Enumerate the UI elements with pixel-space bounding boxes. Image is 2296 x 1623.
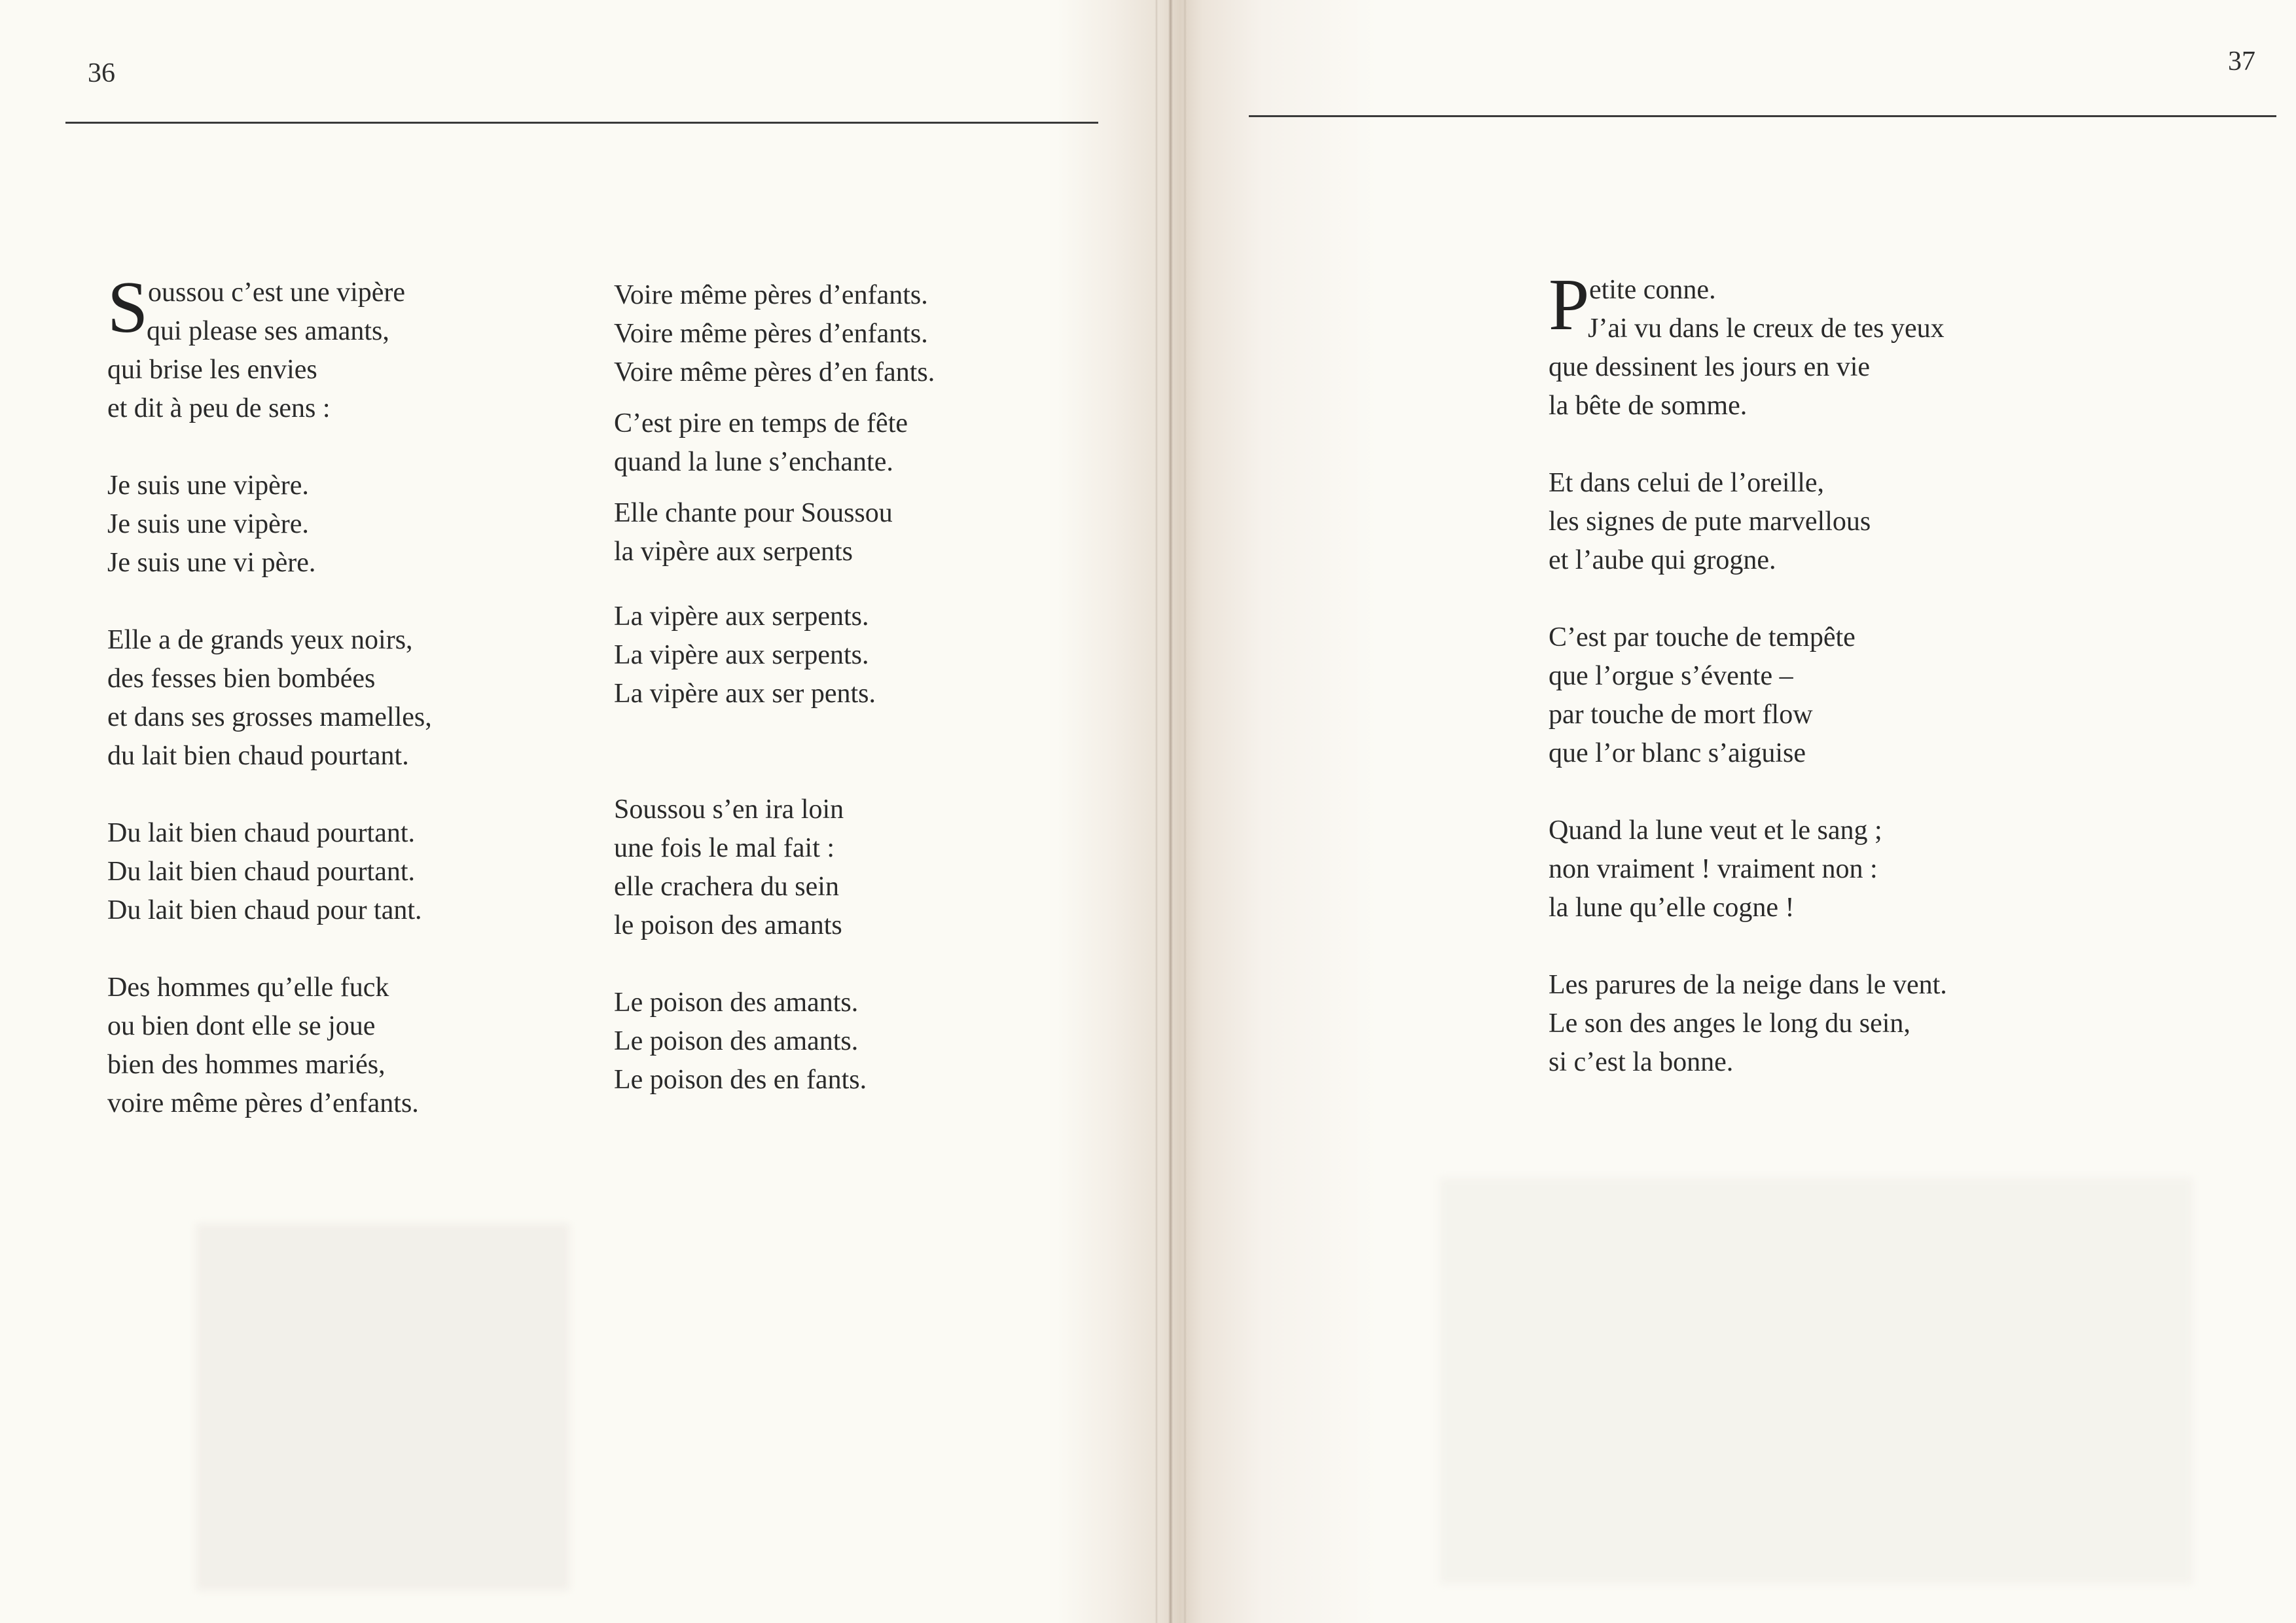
verse-line: Elle chante pour Soussou [614, 498, 893, 528]
stanza [614, 276, 935, 392]
drop-cap: P [1549, 264, 1590, 346]
verse-line: C’est pire en temps de fête [614, 408, 908, 438]
verse-line: Voire même pères d’en fants. [614, 357, 935, 387]
gutter-shadow [1155, 0, 1158, 1623]
stanza [1549, 966, 1947, 1082]
page-number-left: 36 [88, 58, 115, 88]
verse-line: elle crachera du sein [614, 872, 839, 902]
poem-column-right [1549, 264, 1947, 1120]
verse-line: et l’aube qui grogne. [1549, 545, 1776, 575]
stanza [107, 312, 432, 428]
verse-line: Les parures de la neige dans le vent. [1549, 970, 1947, 1000]
verse-line: Je suis une vipère. [107, 509, 309, 539]
verse-line: Voire même pères d’enfants. [614, 319, 928, 349]
stanza [107, 621, 432, 776]
stanza [614, 791, 935, 945]
verse-line: qui please ses amants, [147, 316, 389, 346]
verse-line: que l’or blanc s’aiguise [1549, 738, 1806, 768]
stanza [107, 467, 432, 582]
verse-line: Soussou s’en ira loin [614, 794, 844, 825]
verse-line: Je suis une vipère. [107, 471, 309, 501]
verse-line: Et dans celui de l’oreille, [1549, 468, 1825, 498]
stanza [107, 814, 432, 930]
verse-line: C’est par touche de tempête [1549, 622, 1856, 652]
verse-line: La vipère aux ser pents. [614, 679, 876, 709]
verse-line: La vipère aux serpents. [614, 601, 869, 632]
header-rule-right [1249, 115, 2276, 117]
verse-line: non vraiment ! vraiment non : [1549, 854, 1878, 884]
stanza [614, 984, 935, 1099]
show-through-shadow [1440, 1178, 2193, 1584]
first-line-text: etite conne. [1589, 275, 1716, 305]
stanza [107, 969, 432, 1123]
stanza [1549, 464, 1947, 580]
verse-line: la bête de somme. [1549, 391, 1748, 421]
verse-line: La vipère aux serpents. [614, 640, 869, 670]
verse-line: que l’orgue s’évente – [1549, 661, 1793, 691]
verse-line: et dans ses grosses mamelles, [107, 702, 432, 732]
verse-line: que dessinent les jours en vie [1549, 352, 1871, 382]
verse-line: Le poison des en fants. [614, 1065, 867, 1095]
gutter-shadow [1183, 0, 1187, 1623]
verse-line: par touche de mort flow [1549, 700, 1813, 730]
header-rule-left [65, 122, 1098, 124]
verse-line: quand la lune s’enchante. [614, 447, 893, 477]
verse-line: Le son des anges le long du sein, [1549, 1008, 1910, 1039]
stanza [614, 404, 935, 482]
verse-line: Je suis une vi père. [107, 548, 316, 578]
verse-line: ou bien dont elle se joue [107, 1011, 376, 1041]
verse-line: Le poison des amants. [614, 1026, 859, 1056]
first-line-text: oussou c’est une vipère [148, 277, 406, 308]
verse-line: Du lait bien chaud pourtant. [107, 818, 416, 848]
gutter-crease [1168, 0, 1173, 1623]
verse-line: J’ai vu dans le creux de tes yeux [1588, 313, 1945, 344]
stanza [614, 494, 935, 571]
verse-line: la lune qu’elle cogne ! [1549, 893, 1795, 923]
page-number-right: 37 [2228, 46, 2255, 77]
verse-line: voire même pères d’enfants. [107, 1088, 419, 1118]
poem-column-1 [107, 267, 432, 1162]
verse-line: Voire même pères d’enfants. [614, 280, 928, 310]
verse-line: si c’est la bonne. [1549, 1047, 1734, 1077]
verse-line: une fois le mal fait : [614, 833, 835, 863]
verse-line: des fesses bien bombées [107, 664, 376, 694]
verse-line: bien des hommes mariés, [107, 1050, 386, 1080]
verse-line: Le poison des amants. [614, 988, 859, 1018]
verse-line: Du lait bien chaud pourtant. [107, 857, 416, 887]
verse-line: les signes de pute marvellous [1549, 507, 1871, 537]
verse-line: Elle a de grands yeux noirs, [107, 625, 413, 655]
stanza [1549, 812, 1947, 927]
stanza [614, 597, 935, 713]
stanza [1549, 310, 1947, 425]
verse-line: le poison des amants [614, 910, 842, 940]
verse-line: la vipère aux serpents [614, 537, 853, 567]
verse-line: qui brise les envies [107, 355, 317, 385]
show-through-shadow [196, 1224, 569, 1590]
verse-line: Quand la lune veut et le sang ; [1549, 815, 1882, 846]
verse-line: Du lait bien chaud pour tant. [107, 895, 422, 925]
verse-line: Des hommes qu’elle fuck [107, 972, 389, 1003]
verse-line: du lait bien chaud pourtant. [107, 741, 409, 771]
poem-column-2 [614, 276, 935, 1138]
stanza [1549, 618, 1947, 773]
drop-cap: S [107, 267, 149, 348]
verse-line: et dit à peu de sens : [107, 393, 331, 423]
